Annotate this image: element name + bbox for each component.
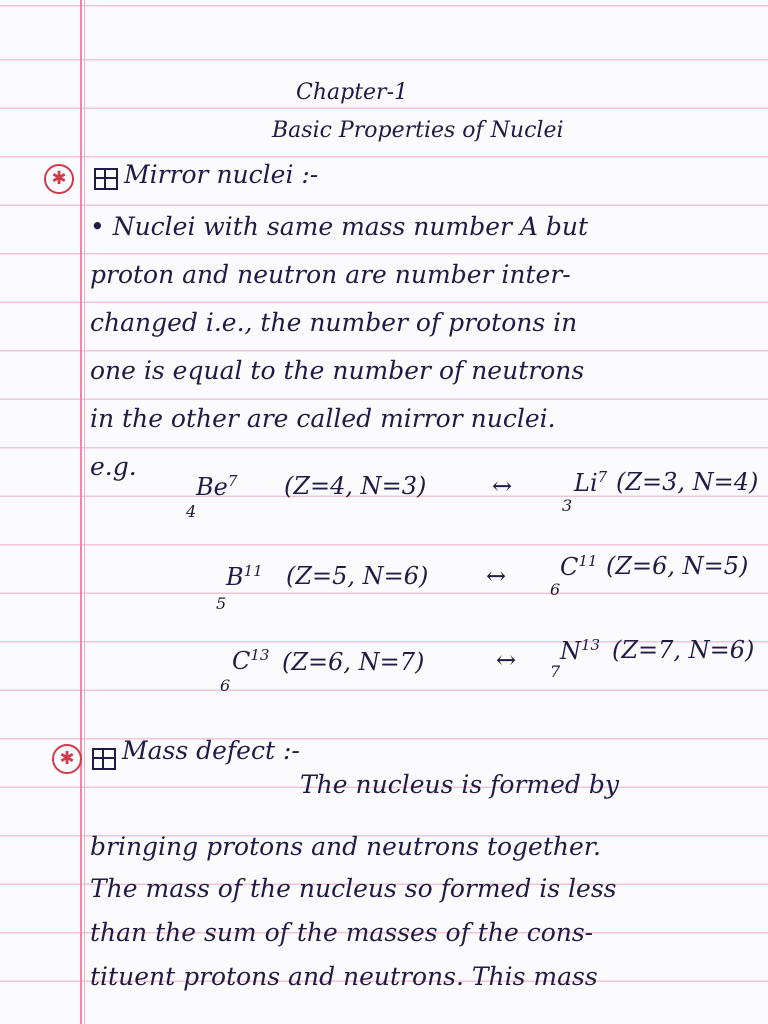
- grid-box-icon: [94, 168, 118, 190]
- zn-values: (Z=4, N=3): [284, 472, 427, 500]
- mirror-arrow: ↔: [492, 472, 513, 500]
- element-symbol: Be: [196, 473, 228, 501]
- atomic-number: 6: [220, 676, 231, 695]
- section-heading-mass-defect: Mass defect :-: [122, 736, 300, 765]
- zn-values: (Z=3, N=4): [616, 468, 759, 496]
- mass-number: 7: [597, 468, 608, 486]
- star-circle-icon: ✱: [44, 164, 74, 194]
- body-line: The mass of the nucleus so formed is less: [90, 874, 617, 903]
- mass-number: 13: [250, 646, 270, 664]
- zn-values: (Z=6, N=7): [282, 648, 425, 676]
- element-symbol: C: [232, 647, 251, 675]
- element-symbol: C: [560, 553, 579, 581]
- mass-number: 7: [227, 472, 238, 490]
- element-symbol: B: [226, 563, 244, 591]
- chapter-title: Chapter-1: [296, 80, 409, 105]
- isotope-left: [196, 472, 237, 501]
- isotope-left: [232, 646, 269, 675]
- zn-values: (Z=7, N=6): [612, 636, 755, 664]
- body-line: proton and neutron are number inter-: [90, 260, 571, 289]
- body-line: e.g.: [90, 452, 137, 481]
- chapter-subtitle: Basic Properties of Nuclei: [272, 118, 564, 143]
- body-line: bringing protons and neutrons together.: [90, 832, 601, 861]
- zn-values: (Z=6, N=5): [606, 552, 749, 580]
- margin-line-inner: [84, 0, 85, 1024]
- body-line: than the sum of the masses of the cons-: [90, 918, 594, 947]
- mirror-arrow: ↔: [496, 646, 517, 674]
- isotope-right: [560, 636, 600, 665]
- mass-number: 11: [243, 562, 263, 580]
- body-line: tituent protons and neutrons. This mass: [90, 962, 598, 991]
- mirror-arrow: ↔: [486, 562, 507, 590]
- body-line: The nucleus is formed by: [300, 770, 619, 799]
- element-symbol: Li: [574, 469, 598, 497]
- atomic-number: 7: [550, 662, 561, 681]
- atomic-number: 4: [186, 502, 197, 521]
- star-circle-icon: ✱: [52, 744, 82, 774]
- element-symbol: N: [560, 637, 581, 665]
- grid-box-icon: [92, 748, 116, 770]
- section-heading-mirror-nuclei: Mirror nuclei :-: [124, 160, 319, 189]
- margin-line: [80, 0, 82, 1024]
- body-line: changed i.e., the number of protons in: [90, 308, 578, 337]
- isotope-right: [574, 468, 607, 497]
- isotope-left: [226, 562, 263, 591]
- body-line: • Nuclei with same mass number A but: [90, 212, 589, 241]
- atomic-number: 6: [550, 580, 561, 599]
- body-line: in the other are called mirror nuclei.: [90, 404, 556, 433]
- body-line: one is equal to the number of neutrons: [90, 356, 585, 385]
- atomic-number: 3: [562, 496, 573, 515]
- atomic-number: 5: [216, 594, 227, 613]
- zn-values: (Z=5, N=6): [286, 562, 429, 590]
- mass-number: 11: [578, 552, 598, 570]
- mass-number: 13: [581, 636, 601, 654]
- isotope-right: [560, 552, 597, 581]
